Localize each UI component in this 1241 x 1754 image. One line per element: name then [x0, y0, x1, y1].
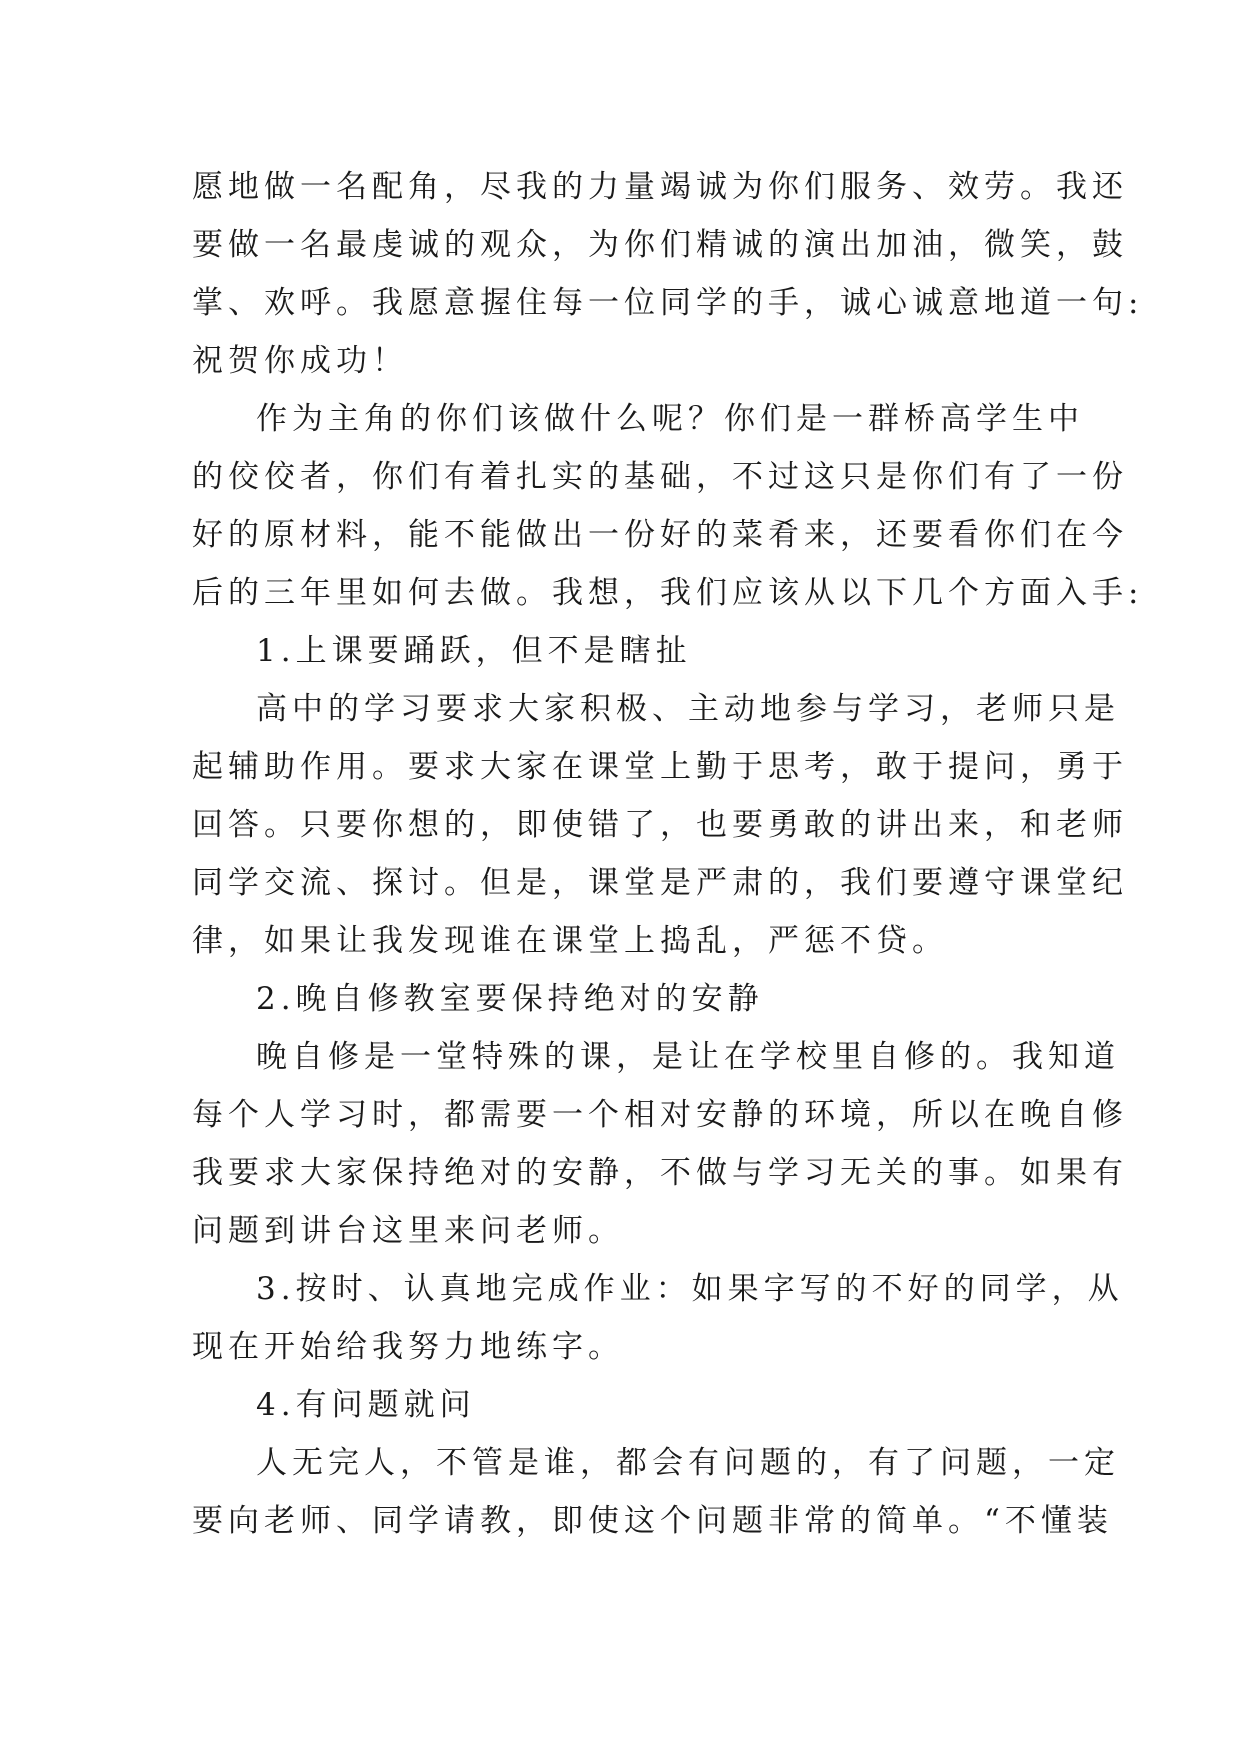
text-line: 现在开始给我努力地练字。 — [192, 1329, 624, 1365]
text-line: 律，如果让我发现谁在课堂上捣乱，严惩不贷。 — [192, 923, 948, 959]
text-line: 每个人学习时，都需要一个相对安静的环境，所以在晚自修 — [192, 1097, 1128, 1133]
list-heading-4: 4.有问题就问 — [256, 1387, 476, 1423]
text-line: 起辅助作用。要求大家在课堂上勤于思考，敢于提问，勇于 — [192, 749, 1128, 785]
text-line: 问题到讲台这里来问老师。 — [192, 1213, 624, 1249]
text-line: 掌、欢呼。我愿意握住每一位同学的手，诚心诚意地道一句: — [192, 285, 1144, 321]
list-heading-1: 1.上课要踊跃，但不是瞎扯 — [256, 633, 692, 669]
text-line: 的佼佼者，你们有着扎实的基础，不过这只是你们有了一份 — [192, 459, 1128, 495]
text-line: 同学交流、探讨。但是，课堂是严肃的，我们要遵守课堂纪 — [192, 865, 1128, 901]
document-body — [192, 158, 1144, 1550]
text-line: 后的三年里如何去做。我想，我们应该从以下几个方面入手: — [192, 575, 1144, 611]
text-line: 回答。只要你想的，即使错了，也要勇敢的讲出来，和老师 — [192, 807, 1128, 843]
text-line: 愿地做一名配角，尽我的力量竭诚为你们服务、效劳。我还 — [192, 169, 1128, 205]
text-line: 我要求大家保持绝对的安静，不做与学习无关的事。如果有 — [192, 1155, 1128, 1191]
list-heading-2: 2.晚自修教室要保持绝对的安静 — [256, 981, 764, 1017]
paragraph-start-line: 人无完人，不管是谁，都会有问题的，有了问题，一定 — [256, 1445, 1120, 1481]
paragraph-start-line: 作为主角的你们该做什么呢？你们是一群桥高学生中 — [256, 401, 1084, 437]
paragraph-start-line: 高中的学习要求大家积极、主动地参与学习，老师只是 — [256, 691, 1120, 727]
text-line: 好的原材料，能不能做出一份好的菜肴来，还要看你们在今 — [192, 517, 1128, 553]
text-line: 要向老师、同学请教，即使这个问题非常的简单。“不懂装 — [192, 1503, 1113, 1539]
paragraph-start-line: 晚自修是一堂特殊的课，是让在学校里自修的。我知道 — [256, 1039, 1120, 1075]
list-heading-3: 3.按时、认真地完成作业：如果字写的不好的同学，从 — [256, 1271, 1124, 1307]
text-line: 要做一名最虔诚的观众，为你们精诚的演出加油，微笑，鼓 — [192, 227, 1128, 263]
text-line: 祝贺你成功！ — [192, 343, 408, 379]
